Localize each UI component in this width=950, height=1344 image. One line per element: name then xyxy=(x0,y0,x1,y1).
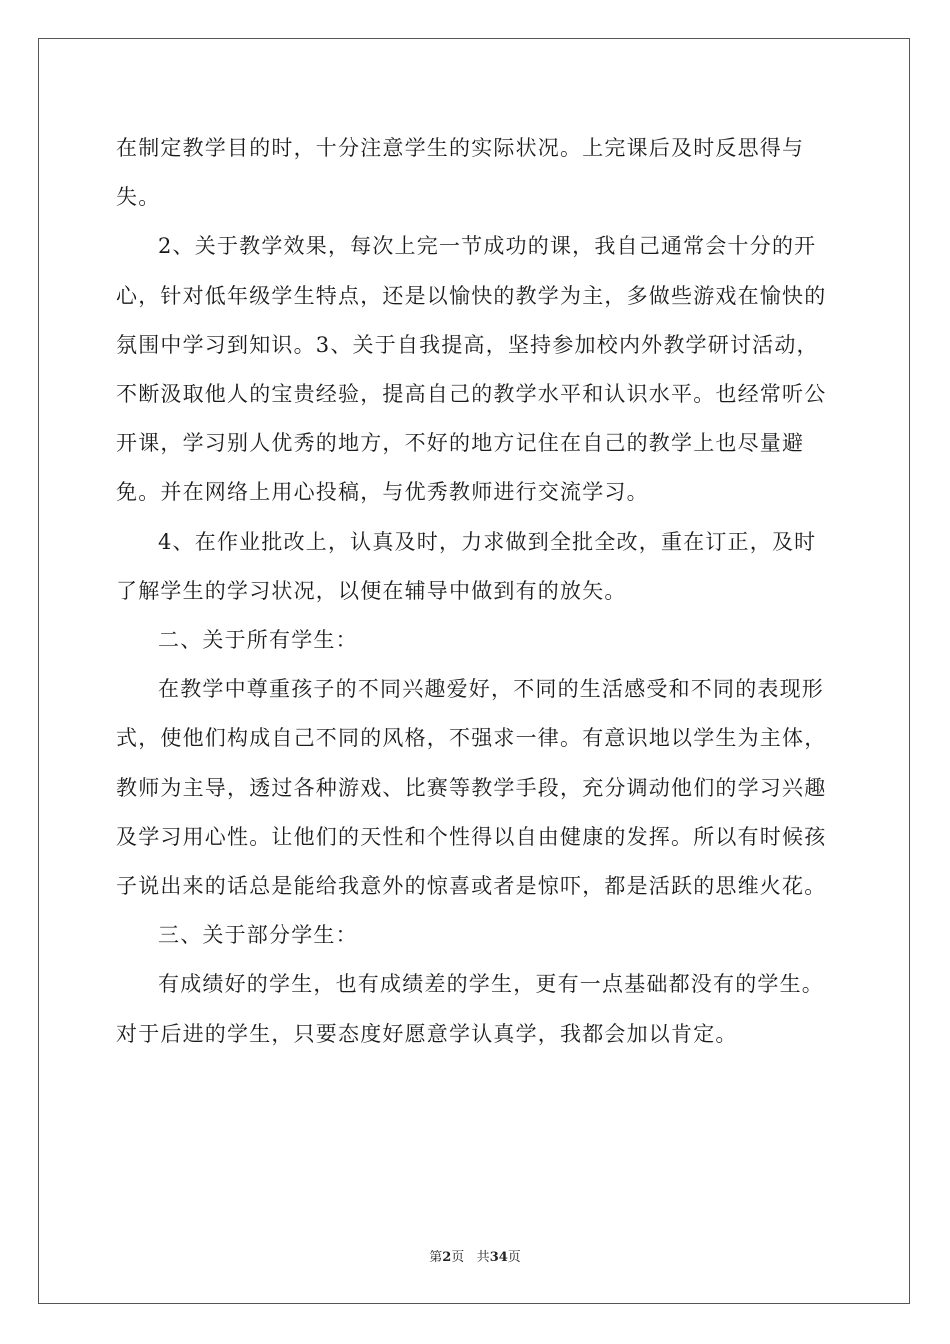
section-heading: 二、关于所有学生： xyxy=(158,628,358,653)
page-suffix: 页 xyxy=(451,1250,465,1265)
total-suffix: 页 xyxy=(507,1250,521,1265)
paragraph: 在制定教学目的时，十分注意学生的实际状况。上完课后及时反思得与失。 xyxy=(116,136,805,210)
paragraph: 有成绩好的学生，也有成绩差的学生，更有一点基础都没有的学生。对于后进的学生，只要态度好愿意学认真学，我都会加以肯定。 xyxy=(116,972,824,1046)
paragraph: 4、在作业批改上，认真及时，力求做到全批全改，重在订正，及时了解学生的学习状况，以便在辅导中做到有的放矢。 xyxy=(116,529,817,603)
page-prefix: 第 xyxy=(429,1250,443,1265)
page-number: 2 xyxy=(442,1250,452,1265)
section-heading: 三、关于部分学生： xyxy=(158,923,358,948)
total-pages: 34 xyxy=(489,1250,508,1265)
page-footer xyxy=(0,1246,950,1265)
total-prefix: 共 xyxy=(476,1250,490,1265)
paragraph: 2、关于教学效果，每次上完一节成功的课，我自己通常会十分的开心，针对低年级学生特点，还是以愉快的教学为主，多做些游戏在愉快的氛围中学习到知识。3、关于自我提高，坚持参加校内外教学研讨活动，不断汲取他人的宝贵经验，提高自己的教学水平和认识水平。也经常听公开课，学习别人优秀的地方，不好的地方记住在自己的教学上也尽量避免。并在网络上用心投稿，与优秀教师进行交流学习。 xyxy=(116,234,827,505)
paragraph: 在教学中尊重孩子的不同兴趣爱好，不同的生活感受和不同的表现形式，使他们构成自己不同的风格，不强求一律。有意识地以学生为主体，教师为主导，透过各种游戏、比赛等教学手段，充分调动他们的学习兴趣及学习用心性。让他们的天性和个性得以自由健康的发挥。所以有时候孩子说出来的话总是能给我意外的惊喜或者是惊吓，都是活跃的思维火花。 xyxy=(116,677,827,899)
document-body xyxy=(116,124,836,1059)
